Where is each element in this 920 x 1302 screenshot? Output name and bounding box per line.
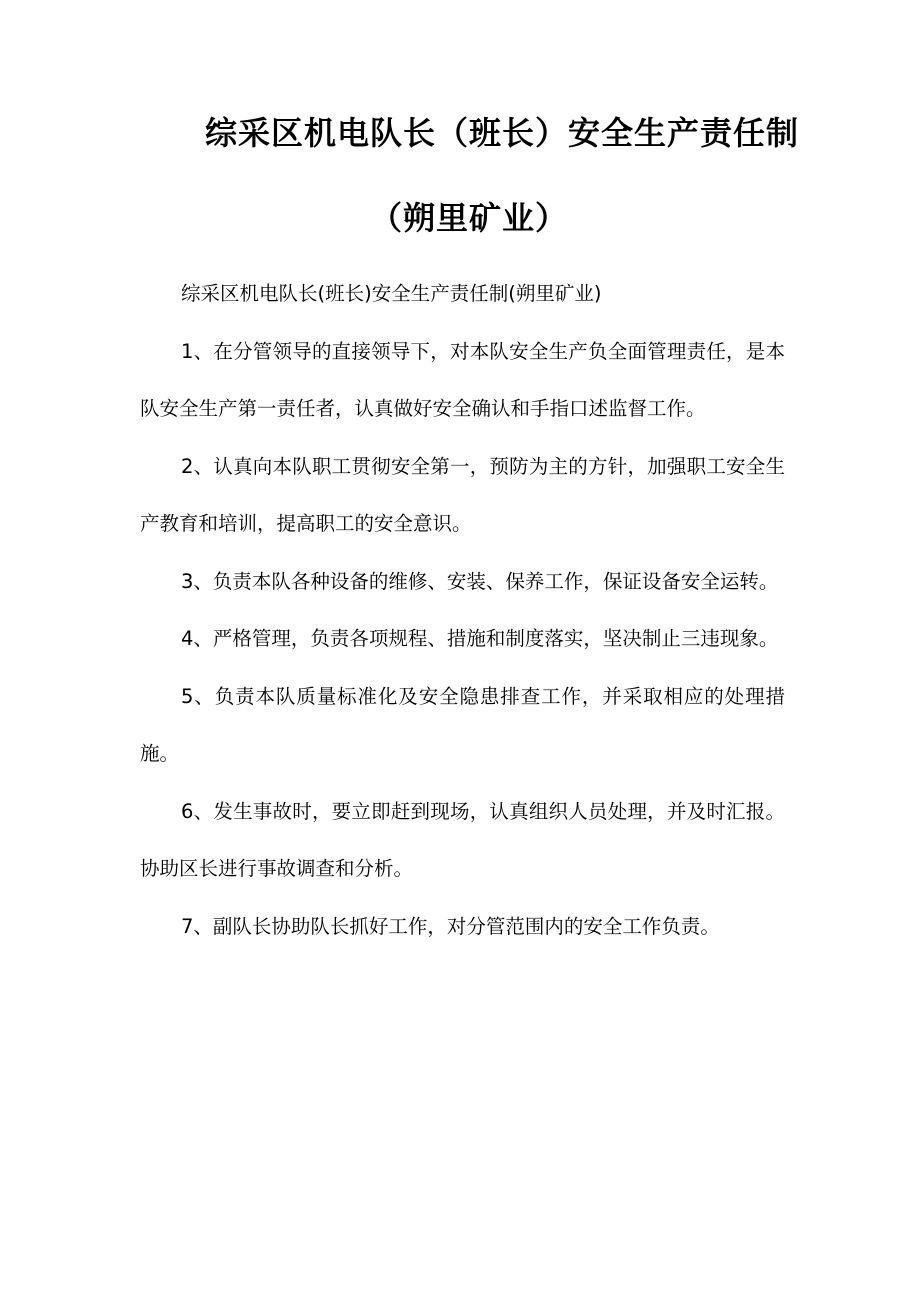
document-body [140, 265, 785, 955]
document-title: 综采区机电队长（班长）安全生产责任制 [205, 114, 800, 152]
body-paragraph-item-7: 7、副队长协助队长抓好工作，对分管范围内的安全工作负责。 [181, 914, 720, 938]
body-paragraph-item-2: 2、认真向本队职工贯彻安全第一，预防为主的方针，加强职工安全生产教育和培训，提高职工的安全意识。 [140, 454, 785, 535]
body-paragraph-item-3: 3、负责本队各种设备的维修、安装、保养工作，保证设备安全运转。 [181, 569, 779, 593]
body-paragraph-heading: 综采区机电队长(班长)安全生产责任制(朔里矿业) [181, 282, 602, 305]
document-subtitle: （朔里矿业） [370, 199, 569, 237]
body-paragraph-item-4: 4、严格管理，负责各项规程、措施和制度落实，坚决制止三违现象。 [181, 627, 779, 650]
body-paragraph-item-6: 6、发生事故时，要立即赶到现场，认真组织人员处理，并及时汇报。协助区长进行事故调查和分析。 [140, 799, 785, 880]
body-paragraph-item-1: 1、在分管领导的直接领导下，对本队安全生产负全面管理责任，是本队安全生产第一责任者，认真做好安全确认和手指口述监督工作。 [140, 339, 785, 420]
body-paragraph-item-5: 5、负责本队质量标准化及安全隐患排查工作，并采取相应的处理措施。 [140, 684, 785, 765]
